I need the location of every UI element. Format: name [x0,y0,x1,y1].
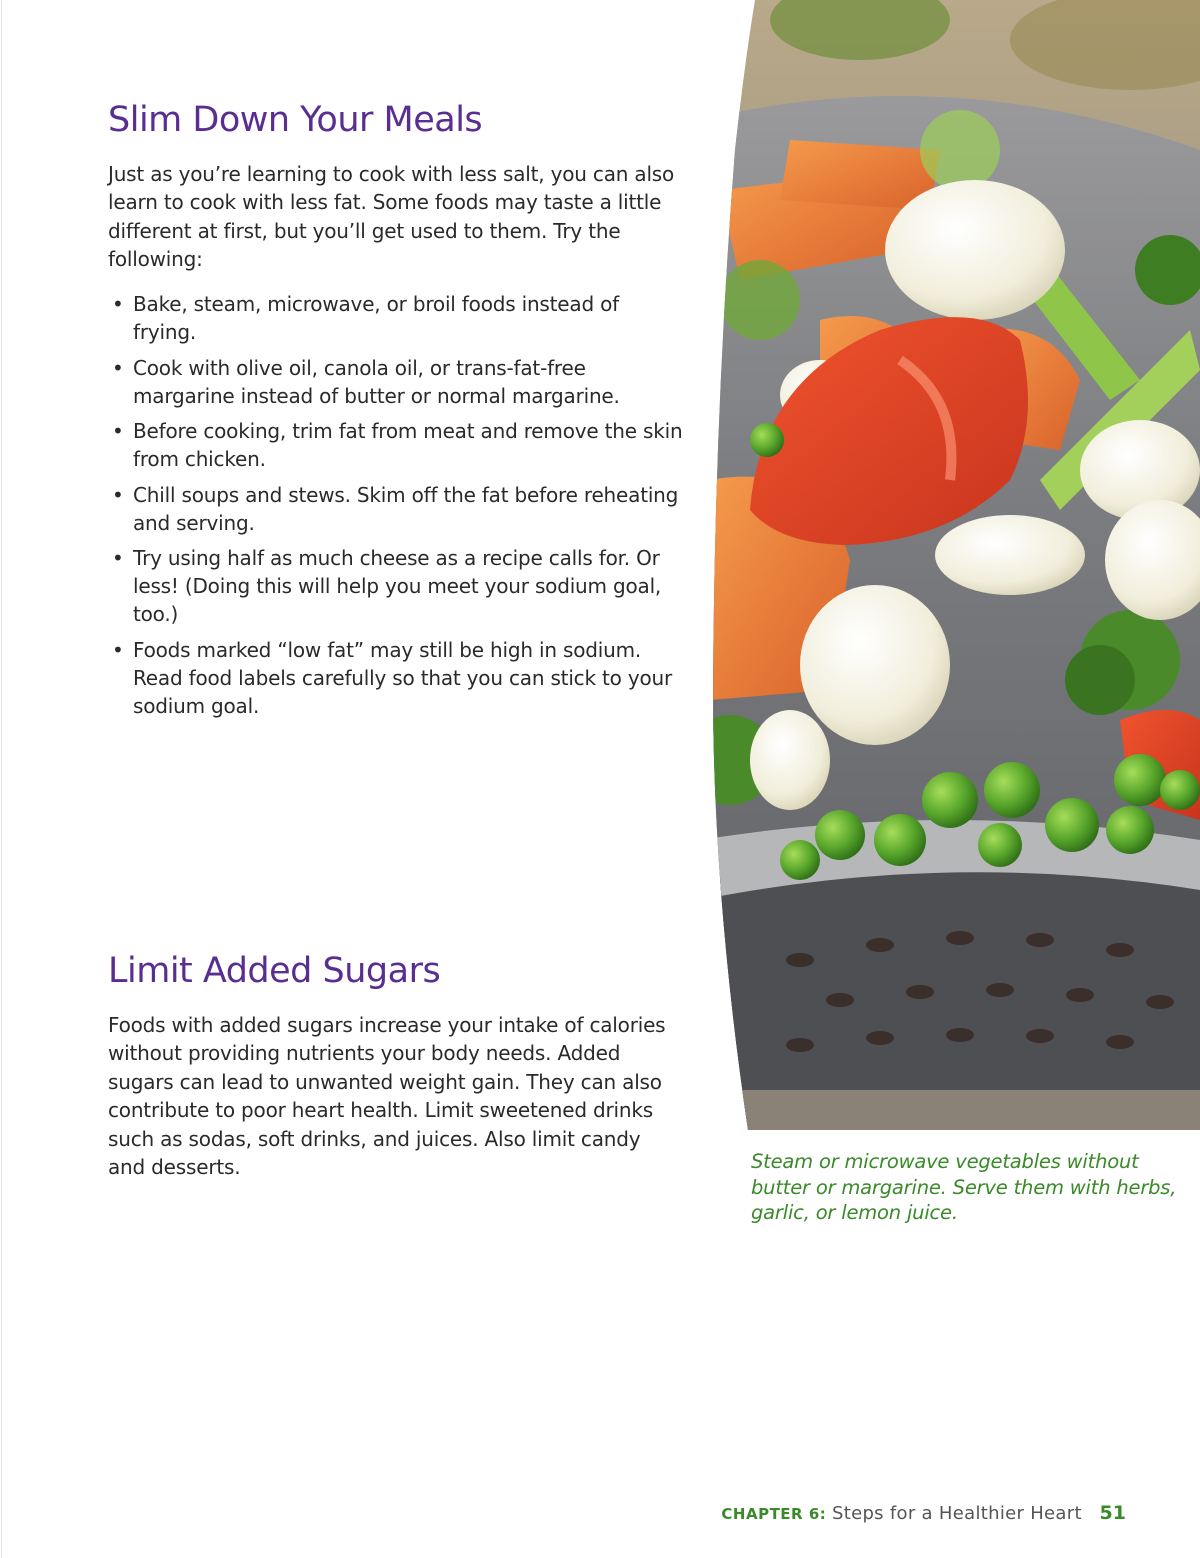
list-item-text: Before cooking, trim fat from meat and remove the skin from chicken. [133,419,683,471]
list-item [108,544,688,628]
tips-list [108,290,688,727]
bullet-icon: • [112,482,124,507]
list-item-text: Cook with olive oil, canola oil, or trans-fat-free margarine instead of butter or normal margarine. [133,355,620,408]
chapter-title: Steps for a Healthier Heart [832,1503,1082,1524]
section-heading-limit-sugars: Limit Added Sugars [108,951,441,991]
list-item [108,481,688,537]
list-item-text: Try using half as much cheese as a recipe calls for. Or less! (Doing this will help you meet your sodium goal, too.) [133,546,662,626]
chapter-label: CHAPTER 6: [721,1505,827,1523]
page-number: 51 [1099,1502,1126,1524]
vegetables-colander-photo [700,0,1200,1130]
page-footer [721,1502,1126,1524]
page-edge-rule [1,0,2,1558]
sugars-paragraph: Foods with added sugars increase your intake of calories without providing nutrients your body needs. Added sugars can lead to unwanted weight gain. They can also contribute to poor heart health. Limit sweetened drinks such as sodas, soft drinks, and juices. Also limit candy and desserts. [108,1013,666,1180]
list-item-text: Bake, steam, microwave, or broil foods instead of frying. [133,292,619,344]
list-item-text: Foods marked “low fat” may still be high in sodium. Read food labels carefully so that you can stick to your sodium goal. [133,637,673,718]
bullet-icon: • [112,546,124,570]
bullet-icon: • [112,637,124,662]
bullet-icon: • [112,419,124,443]
intro-paragraph: Just as you’re learning to cook with less salt, you can also learn to cook with less fat. Some foods may taste a little different at first, but you’ll get used to them. Try the following: [108,162,675,272]
list-item [108,417,688,473]
bullet-icon: • [112,355,124,380]
list-item [108,354,688,410]
list-item [108,636,688,720]
list-item-text: Chill soups and stews. Skim off the fat before reheating and serving. [133,482,679,535]
photo-caption: Steam or microwave vegetables without butter or margarine. Serve them with herbs, garlic, or lemon juice. [751,1150,1177,1225]
section-heading-slim-down: Slim Down Your Meals [108,100,483,140]
list-item [108,290,688,346]
bullet-icon: • [112,292,124,316]
